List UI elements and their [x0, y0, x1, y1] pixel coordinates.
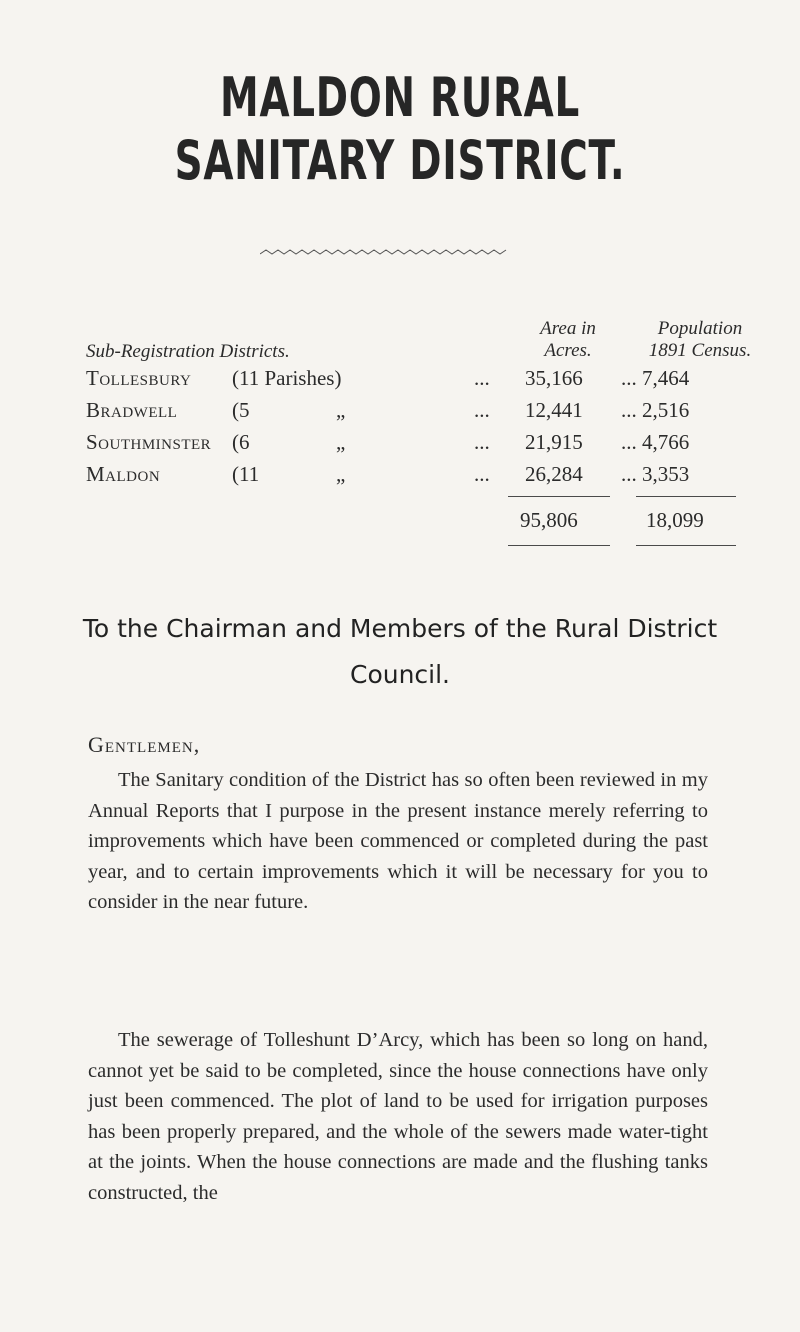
population-column-header: Population 1891 Census.	[648, 318, 752, 361]
total-rule-bottom-population	[636, 545, 736, 546]
body-paragraph: The sewerage of Tolleshunt D’Arcy, which has been so long on hand, cannot yet be said to be completed, since the house connections have only just been commenced. The plot of land to be used for irrigation purposes has been properly prepared, and the whole of the sewers made water-tight at the joints. When the house connections are made and the flushing tanks constructed, the	[88, 1029, 708, 1204]
district-column-header: Sub-Registration Districts.	[86, 341, 290, 362]
area-column-header: Area in Acres.	[540, 318, 596, 361]
total-rule-top-population	[636, 496, 736, 497]
address-heading-continued: Council.	[349, 660, 451, 689]
total-rule-bottom-area	[508, 545, 610, 546]
table-row: Southminster (6 „ ... 21,915 ... 4,766	[86, 430, 690, 454]
salutation: Gentlemen,	[88, 732, 201, 757]
table-total-row: 95,806 18,099	[520, 508, 704, 532]
total-rule-top-area	[508, 496, 610, 497]
table-row: Bradwell (5 „ ... 12,441 ... 2,516	[86, 398, 690, 422]
table-row: Tollesbury (11 Parishes) ... 35,166 ... 7,464	[86, 366, 690, 390]
document-title: MALDON RURAL SANITARY DISTRICT.	[174, 66, 626, 192]
decorative-wave-divider	[260, 245, 510, 259]
address-heading: To the Chairman and Members of the Rural District	[82, 614, 718, 643]
table-row: Maldon (11 „ ... 26,284 ... 3,353	[86, 462, 690, 486]
body-paragraph: The Sanitary condition of the District has so often been reviewed in my Annual Reports that I purpose in the present instance merely referring to improvements which have been commenced or completed during the past year, and to certain improvements which it will be necessary for you to consider in the near future.	[88, 769, 708, 913]
